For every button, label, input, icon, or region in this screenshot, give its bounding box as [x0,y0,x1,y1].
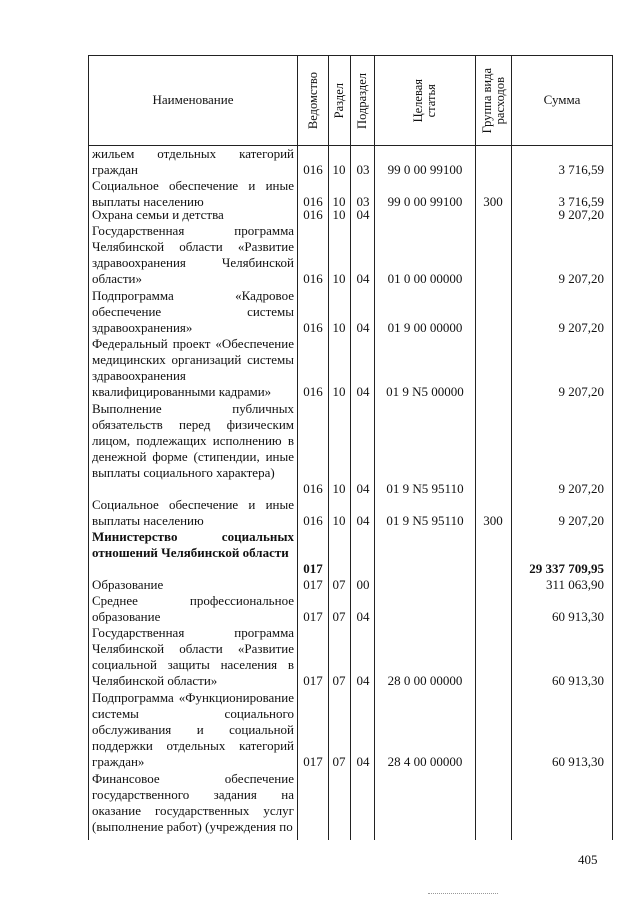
row-cel: 01 9 N5 95110 [386,513,464,528]
header-summa: Сумма [543,92,581,107]
header-gruppa: Группа вида расходов [479,68,507,134]
row-pod: 04 [356,754,370,769]
row-name: Государственная программа Челябинской области «Развитие социальной защиты населения в Челябинской области» [92,625,294,688]
row-pod: 04 [356,320,370,335]
row-pod: 04 [356,207,370,222]
row-ved: 016 [303,513,323,528]
row-raz: 10 [332,320,346,335]
row-pod: 04 [356,673,370,688]
row-sum: 9 207,20 [558,271,604,286]
col-divider [350,55,351,840]
row-sum: 29 337 709,95 [529,561,604,576]
row-raz: 10 [332,207,346,222]
col-divider [297,55,298,840]
row-sum: 9 207,20 [558,320,604,335]
row-grp: 300 [483,194,503,209]
row-cel: 01 9 00 00000 [387,320,463,335]
page-number: 405 [578,852,598,867]
row-sum: 9 207,20 [558,207,604,222]
row-raz: 07 [332,754,346,769]
table-border-right [612,55,613,840]
row-raz: 07 [332,577,346,592]
row-sum: 3 716,59 [558,162,604,177]
row-pod: 03 [356,162,370,177]
row-name: Социальное обеспечение и иные выплаты населению [92,497,294,528]
row-ved: 017 [303,577,323,592]
row-ved: 016 [303,481,323,496]
header-name: Наименование [152,92,234,107]
row-cel: 01 9 N5 95110 [386,481,464,496]
row-pod: 04 [356,271,370,286]
row-ved: 017 [303,673,323,688]
row-raz: 10 [332,162,346,177]
row-name: Государственная программа Челябинской области «Развитие здравоохранения Челябинской области» [92,223,294,286]
header-razdel: Раздел [332,83,346,119]
row-name: Подпрограмма «Кадровое обеспечение системы здравоохранения» [92,288,294,335]
row-raz: 10 [332,481,346,496]
row-ved: 017 [303,561,323,576]
row-grp: 300 [483,513,503,528]
row-raz: 10 [332,271,346,286]
row-name: жильем отдельных категорий граждан [92,146,294,177]
row-ved: 016 [303,194,323,209]
col-divider [475,55,476,840]
row-pod: 00 [356,577,370,592]
row-sum: 9 207,20 [558,513,604,528]
row-sum: 60 913,30 [552,609,604,624]
row-ved: 016 [303,271,323,286]
row-ved: 016 [303,384,323,399]
row-raz: 07 [332,609,346,624]
row-name: Министерство социальных отношений Челябинской области [92,529,294,560]
table-border-left [88,55,89,840]
row-pod: 03 [356,194,370,209]
row-name: Среднее профессиональное образование [92,593,294,624]
row-name: Выполнение публичных обязательств перед физическим лицом, подлежащих исполнению в денежной форме (стипендии, иные выплаты социального характера) [92,401,294,480]
row-name: Подпрограмма «Функционирование системы социального обслуживания и социальной поддержки отдельных категорий граждан» [92,690,294,769]
row-raz: 10 [332,513,346,528]
row-name: Охрана семьи и детства [92,207,224,222]
row-sum: 60 913,30 [552,673,604,688]
row-ved: 016 [303,162,323,177]
row-cel: 28 4 00 00000 [387,754,463,769]
row-cel: 99 0 00 99100 [387,194,463,209]
row-sum: 311 063,90 [545,577,604,592]
row-pod: 04 [356,481,370,496]
row-sum: 3 716,59 [558,194,604,209]
row-raz: 10 [332,384,346,399]
row-pod: 04 [356,513,370,528]
row-cel: 99 0 00 99100 [387,162,463,177]
row-ved: 016 [303,207,323,222]
header-podrazdel: Подраздел [355,73,369,129]
row-ved: 017 [303,754,323,769]
row-name: Финансовое обеспечение государственного задания на оказание государственных услуг (выполнение работ) (учреждения по [92,771,294,834]
col-divider [374,55,375,840]
row-ved: 016 [303,320,323,335]
row-pod: 04 [356,609,370,624]
row-raz: 07 [332,673,346,688]
row-name: Федеральный проект «Обеспечение медицинских организаций системы здравоохранения квалифицированными кадрами» [92,336,294,399]
row-sum: 9 207,20 [558,384,604,399]
row-name: Социальное обеспечение и иные выплаты населению [92,178,294,209]
row-cel: 28 0 00 00000 [387,673,463,688]
row-sum: 9 207,20 [558,481,604,496]
col-divider [328,55,329,840]
row-cel: 01 9 N5 00000 [386,384,464,399]
row-name: Образование [92,577,164,592]
row-cel: 01 0 00 00000 [387,271,463,286]
footer-mark [428,893,498,894]
header-celevaya: Целевая статья [411,79,438,123]
row-ved: 017 [303,609,323,624]
row-sum: 60 913,30 [552,754,604,769]
row-pod: 04 [356,384,370,399]
row-raz: 10 [332,194,346,209]
header-vedomstvo: Ведомство [305,72,320,130]
